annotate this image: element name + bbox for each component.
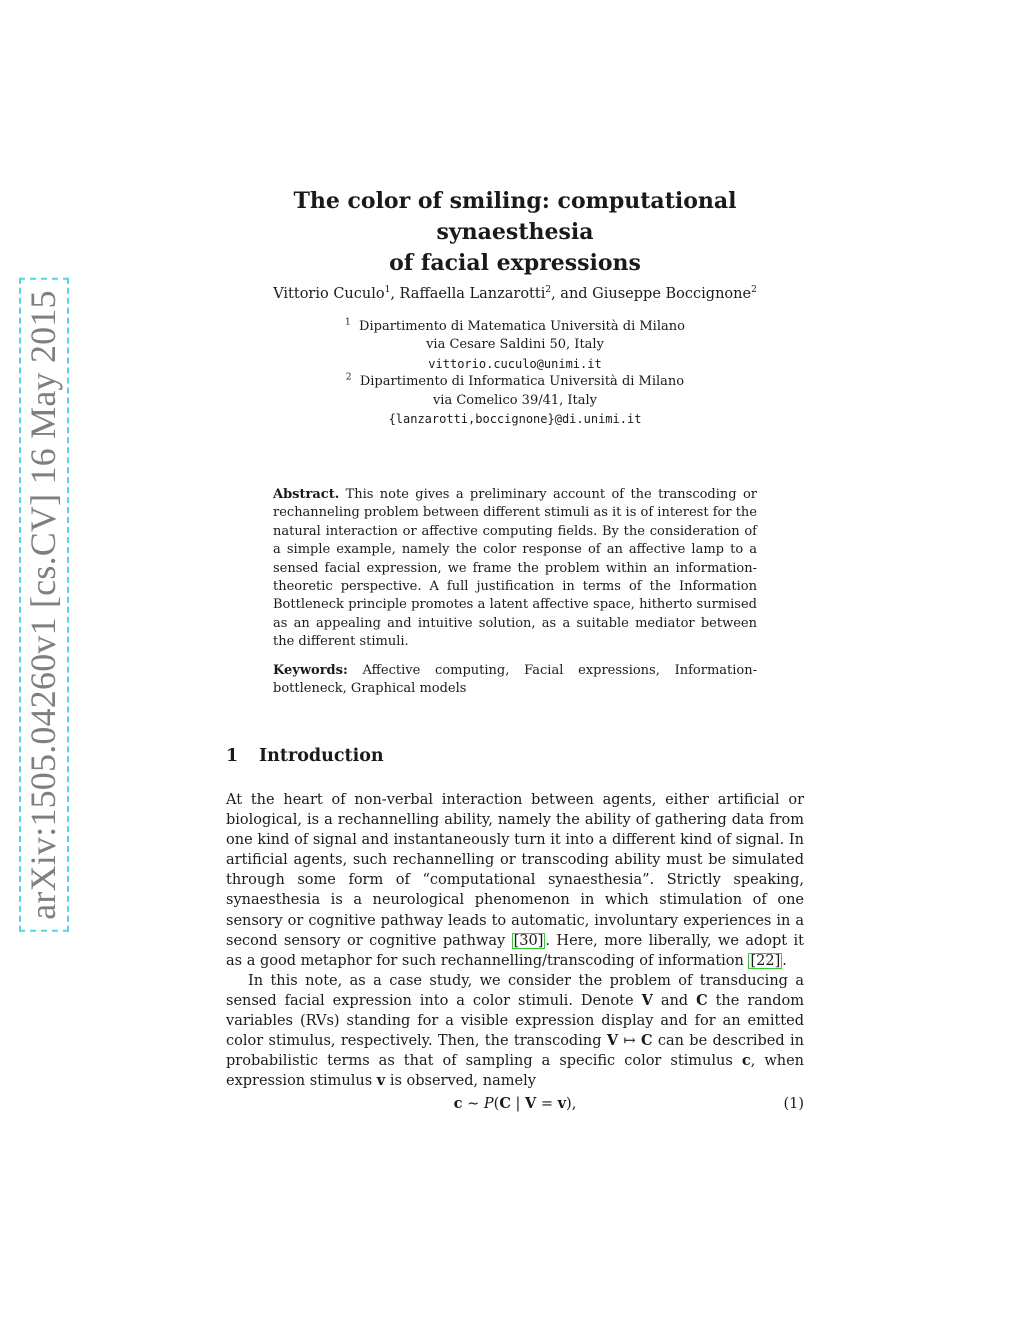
text-run: At the heart of non-verbal interaction between agents, either artificial or biological, is a rechannelling ability, namely the ability of gathering data from one kind of signal and instantaneously turn it into a different kind of signal. In artificial agents, such rechannelling or transcoding ability must be simulated through some form of “computational synaesthesia”. Strictly speaking, synaesthesia is a neurological phenomenon in which stimulation of one sensory or cognitive pathway leads to automatic, involuntary experiences in a second sensory or cognitive pathway: [226, 792, 804, 949]
math-symbol: ∼: [462, 1096, 484, 1112]
abstract-label: Abstract.: [273, 487, 340, 502]
keywords-text: Affective computing, Facial expressions, Information-bottleneck, Graphical models: [273, 662, 758, 697]
math-symbol: c: [453, 1095, 463, 1112]
arxiv-identifier[interactable]: arXiv:1505.04260v1 [cs.CV] 16 May 2015: [19, 278, 69, 932]
text-run: In this note, as a case study, we consider the problem of transducing a sensed facial expression into a color stimuli. Denote: [226, 972, 804, 1009]
keywords-paragraph: [273, 662, 757, 699]
math-symbol: P: [483, 1096, 494, 1112]
affiliation-mark: 2: [545, 285, 552, 296]
title-line-2: of facial expressions: [389, 250, 641, 276]
author-name: , and Giuseppe Boccignone: [551, 286, 752, 302]
abstract-paragraph: [273, 486, 757, 652]
math-symbol: c: [741, 1052, 751, 1070]
affiliation-email[interactable]: vittorio.cuculo@unimi.it: [428, 356, 602, 371]
section-heading: [226, 744, 804, 768]
section-title: Introduction: [259, 746, 384, 766]
math-symbol: =: [536, 1096, 558, 1112]
affiliations: [226, 318, 804, 428]
text-run: the random variables (RVs) standing for a visible expression display and for an emitted color stimulus, respectively. Then, the transcoding: [226, 992, 805, 1050]
math-symbol: |: [510, 1096, 525, 1112]
math-symbol: ↦: [618, 1033, 641, 1050]
math-symbol: v: [376, 1072, 386, 1090]
body-text: [226, 790, 804, 1091]
affiliation-mark: 1: [345, 317, 351, 328]
affiliation-address: via Comelico 39/41, Italy: [432, 392, 598, 408]
affiliation-mark: 2: [345, 372, 352, 383]
paper-title: [226, 186, 804, 279]
section-number: 1: [226, 746, 239, 766]
paragraph: [226, 971, 804, 1092]
citation-link[interactable]: [22]: [750, 952, 781, 969]
author-list: [226, 284, 804, 304]
affiliation-address: via Cesare Saldini 50, Italy: [426, 337, 604, 353]
text-run: can be described in probabilistic terms as that of sampling a specific color stimulus: [226, 1033, 804, 1070]
title-line-1: The color of smiling: computational synaesthesia: [293, 188, 737, 245]
affiliation-dept: [226, 318, 804, 336]
affiliation-name: Dipartimento di Informatica Università di Milano: [359, 374, 685, 390]
equation-expression: [226, 1094, 804, 1114]
arxiv-stamp: [0, 0, 63, 920]
keywords-label: Keywords:: [273, 662, 348, 678]
math-symbol: V: [606, 1032, 619, 1050]
affiliation-name: Dipartimento di Matematica Università di Milano: [359, 319, 685, 334]
math-symbol: (: [493, 1096, 500, 1112]
abstract: [273, 486, 757, 698]
paragraph: [226, 790, 804, 971]
text-run: is observed, namely: [385, 1073, 536, 1090]
affiliation-mark: 1: [384, 285, 391, 296]
affiliation-email[interactable]: {lanzarotti,boccignone}@di.unimi.it: [388, 412, 642, 427]
citation-link[interactable]: [30]: [513, 932, 544, 949]
math-symbol: v: [557, 1095, 567, 1112]
math-symbol: C: [640, 1032, 653, 1050]
text-run: and: [652, 992, 697, 1009]
math-symbol: C: [696, 991, 708, 1009]
math-symbol: V: [524, 1095, 537, 1112]
abstract-text: This note gives a preliminary account of the transcoding or rechanneling problem between different stimuli as it is of interest for the natural interaction or affective computing fields. By the consideration of a simple example, namely the color response of an affective lamp to a sensed facial expression, we frame the problem within an information-theoretic perspective. A full justification in terms of the Information Bottleneck principle promotes a latent affective space, hitherto surmised as an appealing and intuitive solution, as a suitable mediator between the different stimuli.: [273, 487, 757, 650]
text-run: .: [782, 952, 787, 969]
math-symbol: V: [641, 991, 653, 1009]
author-name: , Raffaella Lanzarotti: [390, 286, 546, 302]
author-name: Vittorio Cuculo: [273, 286, 385, 302]
math-symbol: C: [499, 1095, 511, 1112]
text-run: , when expression stimulus: [226, 1053, 804, 1090]
affiliation-mark: 2: [751, 285, 757, 296]
math-symbol: ),: [566, 1096, 577, 1112]
affiliation-dept: [226, 373, 804, 391]
equation-number: (1): [783, 1096, 804, 1112]
text-run: . Here, more liberally, we adopt it as a good metaphor for such rechannelling/transcoding of information: [226, 932, 804, 969]
